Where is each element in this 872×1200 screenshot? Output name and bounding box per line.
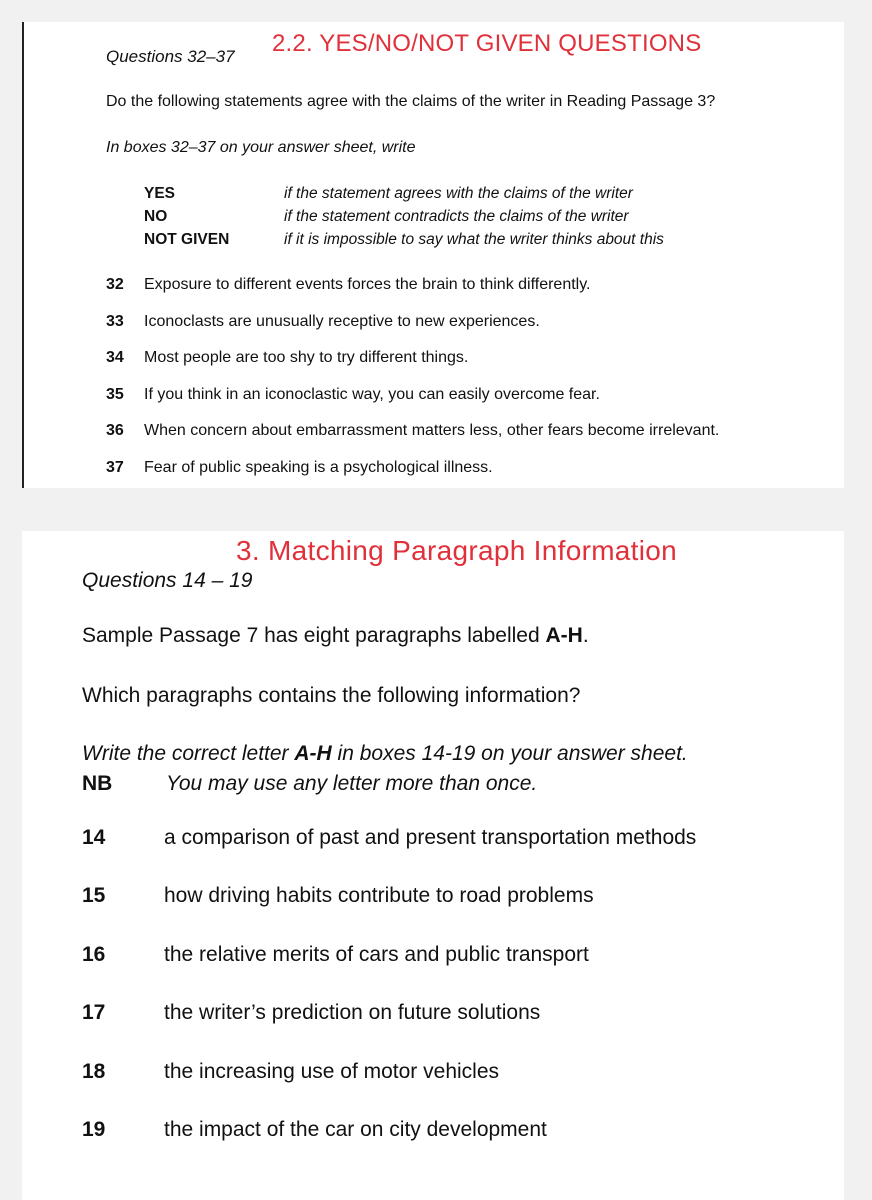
legend-row <box>144 231 664 254</box>
statement-item <box>106 459 719 496</box>
nb-label: NB <box>82 772 113 795</box>
legend-key: YES <box>144 185 176 202</box>
section-title: 3. Matching Paragraph Information <box>236 535 678 566</box>
question-text: the relative merits of cars and public transport <box>164 942 589 966</box>
question-number: 18 <box>82 1059 106 1083</box>
nota-bene <box>82 772 537 796</box>
answer-legend <box>144 185 664 254</box>
questions-label: Questions 32–37 <box>106 47 235 66</box>
statement-list <box>106 276 719 495</box>
statement-text: When concern about embarrassment matters less, other fears become irrelevant. <box>144 422 720 439</box>
statement-text: Iconoclasts are unusually receptive to new experiences. <box>144 312 540 330</box>
statement-text: Fear of public speaking is a psychological illness. <box>144 458 493 476</box>
legend-desc: if it is impossible to say what the writer thinks about this <box>284 231 664 248</box>
question-text: a comparison of past and present transportation methods <box>164 826 697 849</box>
question-text: the impact of the car on city development <box>164 1117 547 1141</box>
question-number: 17 <box>82 1001 106 1025</box>
legend-key: NO <box>144 208 168 225</box>
instruction-italic: In boxes 32–37 on your answer sheet, write <box>106 139 416 156</box>
question-text: the writer’s prediction on future solutions <box>164 1001 541 1025</box>
yes-no-not-given-card <box>22 22 844 488</box>
legend-row <box>144 185 664 208</box>
section-title: 2.2. YES/NO/NOT GIVEN QUESTIONS <box>272 30 702 57</box>
statement-item <box>106 422 719 459</box>
statement-number: 32 <box>106 276 124 293</box>
instruction-text: Which paragraphs contains the following information? <box>82 684 581 707</box>
legend-row <box>144 208 664 231</box>
statement-number: 36 <box>106 422 124 439</box>
question-text: how driving habits contribute to road problems <box>164 884 594 908</box>
statement-text: Most people are too shy to try different things. <box>144 349 469 366</box>
statement-item <box>106 349 719 386</box>
statement-number: 34 <box>106 349 124 366</box>
statement-item <box>106 313 719 350</box>
legend-desc: if the statement agrees with the claims of the writer <box>284 185 633 202</box>
legend-desc: if the statement contradicts the claims of the writer <box>284 208 629 225</box>
question-item <box>82 1001 696 1059</box>
question-item <box>82 1060 696 1118</box>
statement-item <box>106 386 719 423</box>
question-item <box>82 943 696 1001</box>
question-list <box>82 826 696 1176</box>
question-text: the increasing use of motor vehicles <box>164 1059 500 1083</box>
question-item <box>82 826 696 884</box>
statement-number: 35 <box>106 385 124 403</box>
instruction-italic: Write the correct letter A-H in boxes 14-19 on your answer sheet. <box>82 742 688 765</box>
question-item <box>82 1118 696 1176</box>
instruction-text: Do the following statements agree with the claims of the writer in Reading Passage 3? <box>106 93 716 110</box>
question-number: 15 <box>82 884 106 908</box>
question-number: 14 <box>82 826 106 849</box>
question-number: 16 <box>82 942 106 966</box>
question-number: 19 <box>82 1117 106 1141</box>
instruction-text: Sample Passage 7 has eight paragraphs labelled A-H. <box>82 624 589 647</box>
statement-number: 33 <box>106 312 124 330</box>
statement-text: If you think in an iconoclastic way, you can easily overcome fear. <box>144 385 600 403</box>
nb-text: You may use any letter more than once. <box>166 772 538 795</box>
question-item <box>82 884 696 942</box>
legend-key: NOT GIVEN <box>144 231 230 248</box>
questions-label: Questions 14 – 19 <box>82 569 253 592</box>
statement-item <box>106 276 719 313</box>
matching-paragraph-card <box>22 531 844 1200</box>
statement-text: Exposure to different events forces the brain to think differently. <box>144 276 591 293</box>
statement-number: 37 <box>106 458 124 476</box>
